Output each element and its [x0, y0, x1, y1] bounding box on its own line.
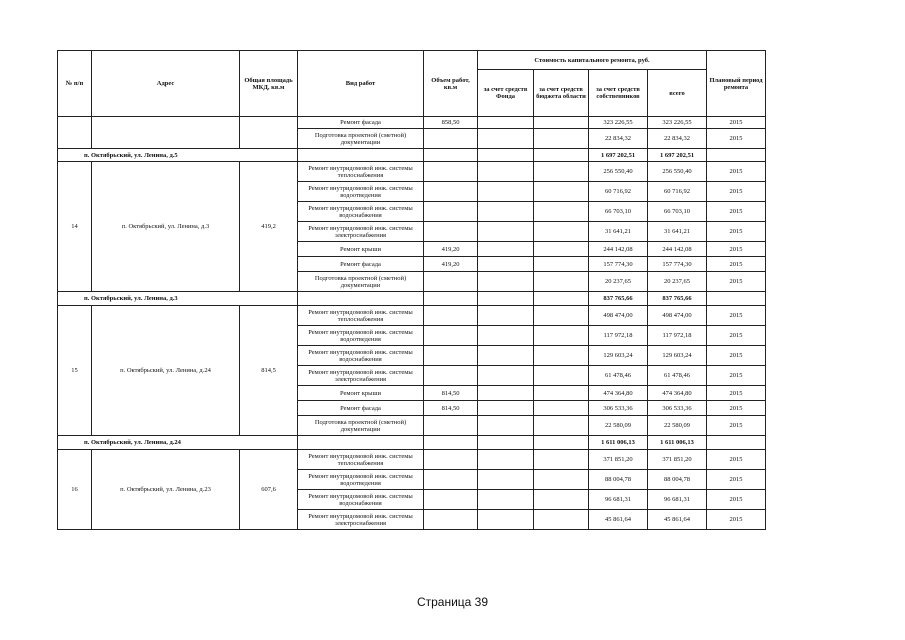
total-cell: 20 237,65	[648, 272, 707, 292]
total-cell: 244 142,08	[648, 242, 707, 257]
owners-cell: 96 681,31	[589, 490, 648, 510]
subtotal-fund-cell	[478, 149, 534, 162]
page-number: Страница 39	[416, 595, 489, 609]
volume-cell	[424, 272, 478, 292]
owners-cell: 22 580,09	[589, 416, 648, 436]
address-cell: п. Октябрьский, ул. Ленина, д.3	[92, 162, 240, 292]
period-cell: 2015	[707, 272, 766, 292]
owners-cell: 244 142,08	[589, 242, 648, 257]
owners-cell: 157 774,30	[589, 257, 648, 272]
period-cell: 2015	[707, 510, 766, 530]
header-cost-group: Стоимость капитального ремонта, руб.	[478, 51, 707, 70]
regional-cell	[534, 272, 589, 292]
regional-cell	[534, 257, 589, 272]
area-cell	[240, 117, 298, 149]
regional-cell	[534, 416, 589, 436]
volume-cell: 814,50	[424, 401, 478, 416]
work-type-cell: Ремонт внутридомовой инж. системы электроснабжения	[298, 366, 424, 386]
fund-cell	[478, 162, 534, 182]
period-cell: 2015	[707, 182, 766, 202]
owners-cell: 88 004,78	[589, 470, 648, 490]
fund-cell	[478, 242, 534, 257]
regional-cell	[534, 326, 589, 346]
fund-cell	[478, 346, 534, 366]
regional-cell	[534, 202, 589, 222]
regional-cell	[534, 162, 589, 182]
table-row	[58, 450, 766, 470]
period-cell: 2015	[707, 416, 766, 436]
fund-cell	[478, 386, 534, 401]
work-type-cell: Подготовка проектной (сметной) документации	[298, 272, 424, 292]
owners-cell: 66 703,10	[589, 202, 648, 222]
period-cell: 2015	[707, 257, 766, 272]
subtotal-row	[58, 436, 766, 450]
period-cell: 2015	[707, 346, 766, 366]
work-type-cell: Ремонт фасада	[298, 257, 424, 272]
total-cell: 117 972,18	[648, 326, 707, 346]
total-cell: 157 774,30	[648, 257, 707, 272]
fund-cell	[478, 510, 534, 530]
total-cell: 323 226,55	[648, 117, 707, 129]
volume-cell	[424, 510, 478, 530]
work-type-cell: Ремонт крыши	[298, 242, 424, 257]
volume-cell	[424, 162, 478, 182]
row-number-cell: 16	[58, 450, 92, 530]
period-cell: 2015	[707, 162, 766, 182]
subtotal-work-cell	[298, 292, 424, 306]
header-regional: за счет средств бюджета области	[534, 70, 589, 117]
regional-cell	[534, 306, 589, 326]
work-type-cell: Ремонт внутридомовой инж. системы теплоснабжения	[298, 450, 424, 470]
subtotal-label: п. Октябрьский, ул. Ленина, д.5	[58, 149, 298, 162]
subtotal-volume-cell	[424, 436, 478, 450]
fund-cell	[478, 182, 534, 202]
total-cell: 498 474,00	[648, 306, 707, 326]
volume-cell	[424, 182, 478, 202]
work-type-cell: Ремонт внутридомовой инж. системы водоотведения	[298, 182, 424, 202]
subtotal-work-cell	[298, 436, 424, 450]
table-row	[58, 306, 766, 326]
header-address: Адрес	[92, 51, 240, 117]
total-cell: 60 716,92	[648, 182, 707, 202]
header-period: Плановый период ремонта	[707, 51, 766, 117]
owners-cell: 256 550,40	[589, 162, 648, 182]
regional-cell	[534, 117, 589, 129]
owners-cell: 20 237,65	[589, 272, 648, 292]
volume-cell	[424, 129, 478, 149]
owners-cell: 474 364,80	[589, 386, 648, 401]
fund-cell	[478, 366, 534, 386]
subtotal-regional-cell	[534, 149, 589, 162]
total-cell: 96 681,31	[648, 490, 707, 510]
subtotal-label: п. Октябрьский, ул. Ленина, д.3	[58, 292, 298, 306]
period-cell: 2015	[707, 117, 766, 129]
volume-cell	[424, 366, 478, 386]
fund-cell	[478, 326, 534, 346]
total-cell: 61 478,46	[648, 366, 707, 386]
period-cell: 2015	[707, 129, 766, 149]
subtotal-fund-cell	[478, 436, 534, 450]
fund-cell	[478, 401, 534, 416]
total-cell: 256 550,40	[648, 162, 707, 182]
subtotal-owners: 1 611 006,13	[589, 436, 648, 450]
work-type-cell: Ремонт фасада	[298, 401, 424, 416]
owners-cell: 60 716,92	[589, 182, 648, 202]
owners-cell: 31 641,21	[589, 222, 648, 242]
volume-cell	[424, 222, 478, 242]
volume-cell	[424, 326, 478, 346]
table-row	[58, 162, 766, 182]
regional-cell	[534, 222, 589, 242]
row-number-cell	[58, 117, 92, 149]
work-type-cell: Ремонт внутридомовой инж. системы водоснабжения	[298, 202, 424, 222]
subtotal-total: 837 765,66	[648, 292, 707, 306]
header-fund: за счет средств Фонда	[478, 70, 534, 117]
fund-cell	[478, 222, 534, 242]
owners-cell: 22 834,32	[589, 129, 648, 149]
work-type-cell: Ремонт внутридомовой инж. системы теплоснабжения	[298, 306, 424, 326]
subtotal-row	[58, 292, 766, 306]
subtotal-period-cell	[707, 292, 766, 306]
fund-cell	[478, 306, 534, 326]
regional-cell	[534, 510, 589, 530]
subtotal-volume-cell	[424, 292, 478, 306]
volume-cell	[424, 490, 478, 510]
repair-plan-table	[57, 50, 766, 530]
owners-cell: 306 533,36	[589, 401, 648, 416]
table-row	[58, 117, 766, 129]
subtotal-work-cell	[298, 149, 424, 162]
work-type-cell: Ремонт внутридомовой инж. системы водоснабжения	[298, 490, 424, 510]
regional-cell	[534, 470, 589, 490]
volume-cell	[424, 416, 478, 436]
row-number-cell: 14	[58, 162, 92, 292]
work-type-cell: Ремонт внутридомовой инж. системы водоснабжения	[298, 346, 424, 366]
fund-cell	[478, 470, 534, 490]
period-cell: 2015	[707, 401, 766, 416]
volume-cell	[424, 346, 478, 366]
volume-cell: 419,20	[424, 257, 478, 272]
fund-cell	[478, 416, 534, 436]
regional-cell	[534, 450, 589, 470]
regional-cell	[534, 346, 589, 366]
work-type-cell: Подготовка проектной (сметной) документации	[298, 416, 424, 436]
period-cell: 2015	[707, 306, 766, 326]
work-type-cell: Подготовка проектной (сметной) документации	[298, 129, 424, 149]
subtotal-total: 1 611 006,13	[648, 436, 707, 450]
subtotal-owners: 1 697 202,51	[589, 149, 648, 162]
address-cell	[92, 117, 240, 149]
volume-cell	[424, 202, 478, 222]
owners-cell: 129 603,24	[589, 346, 648, 366]
period-cell: 2015	[707, 470, 766, 490]
header-total: всего	[648, 70, 707, 117]
period-cell: 2015	[707, 450, 766, 470]
total-cell: 306 533,36	[648, 401, 707, 416]
volume-cell	[424, 450, 478, 470]
header-work-type: Вид работ	[298, 51, 424, 117]
fund-cell	[478, 129, 534, 149]
work-type-cell: Ремонт внутридомовой инж. системы электроснабжения	[298, 510, 424, 530]
volume-cell: 419,20	[424, 242, 478, 257]
owners-cell: 323 226,55	[589, 117, 648, 129]
subtotal-period-cell	[707, 149, 766, 162]
fund-cell	[478, 272, 534, 292]
period-cell: 2015	[707, 490, 766, 510]
fund-cell	[478, 202, 534, 222]
subtotal-row	[58, 149, 766, 162]
total-cell: 88 004,78	[648, 470, 707, 490]
regional-cell	[534, 490, 589, 510]
fund-cell	[478, 257, 534, 272]
owners-cell: 45 861,64	[589, 510, 648, 530]
subtotal-volume-cell	[424, 149, 478, 162]
period-cell: 2015	[707, 222, 766, 242]
work-type-cell: Ремонт крыши	[298, 386, 424, 401]
period-cell: 2015	[707, 366, 766, 386]
fund-cell	[478, 450, 534, 470]
work-type-cell: Ремонт внутридомовой инж. системы электроснабжения	[298, 222, 424, 242]
header-volume: Объем работ, кв.м	[424, 51, 478, 117]
total-cell: 474 364,80	[648, 386, 707, 401]
area-cell: 814,5	[240, 306, 298, 436]
total-cell: 45 861,64	[648, 510, 707, 530]
table-body	[58, 117, 766, 530]
total-cell: 129 603,24	[648, 346, 707, 366]
period-cell: 2015	[707, 202, 766, 222]
subtotal-period-cell	[707, 436, 766, 450]
repair-plan-table-wrapper	[57, 50, 765, 530]
subtotal-label: п. Октябрьский, ул. Ленина, д.24	[58, 436, 298, 450]
volume-cell	[424, 470, 478, 490]
area-cell: 607,6	[240, 450, 298, 530]
regional-cell	[534, 401, 589, 416]
subtotal-regional-cell	[534, 292, 589, 306]
work-type-cell: Ремонт внутридомовой инж. системы теплоснабжения	[298, 162, 424, 182]
period-cell: 2015	[707, 326, 766, 346]
subtotal-fund-cell	[478, 292, 534, 306]
subtotal-owners: 837 765,66	[589, 292, 648, 306]
volume-cell: 858,50	[424, 117, 478, 129]
owners-cell: 498 474,00	[589, 306, 648, 326]
area-cell: 419,2	[240, 162, 298, 292]
header-area: Общая площадь МКД, кв.м	[240, 51, 298, 117]
fund-cell	[478, 490, 534, 510]
regional-cell	[534, 386, 589, 401]
subtotal-total: 1 697 202,51	[648, 149, 707, 162]
regional-cell	[534, 242, 589, 257]
row-number-cell: 15	[58, 306, 92, 436]
work-type-cell: Ремонт фасада	[298, 117, 424, 129]
regional-cell	[534, 182, 589, 202]
fund-cell	[478, 117, 534, 129]
address-cell: п. Октябрьский, ул. Ленина, д.24	[92, 306, 240, 436]
header-owners: за счет средств собственников	[589, 70, 648, 117]
work-type-cell: Ремонт внутридомовой инж. системы водоотведения	[298, 326, 424, 346]
regional-cell	[534, 366, 589, 386]
regional-cell	[534, 129, 589, 149]
subtotal-regional-cell	[534, 436, 589, 450]
address-cell: п. Октябрьский, ул. Ленина, д.23	[92, 450, 240, 530]
header-num: № п/п	[58, 51, 92, 117]
total-cell: 66 703,10	[648, 202, 707, 222]
total-cell: 22 580,09	[648, 416, 707, 436]
volume-cell	[424, 306, 478, 326]
work-type-cell: Ремонт внутридомовой инж. системы водоотведения	[298, 470, 424, 490]
period-cell: 2015	[707, 386, 766, 401]
total-cell: 31 641,21	[648, 222, 707, 242]
total-cell: 22 834,32	[648, 129, 707, 149]
volume-cell: 814,50	[424, 386, 478, 401]
owners-cell: 61 478,46	[589, 366, 648, 386]
owners-cell: 371 851,20	[589, 450, 648, 470]
owners-cell: 117 972,18	[589, 326, 648, 346]
period-cell: 2015	[707, 242, 766, 257]
total-cell: 371 851,20	[648, 450, 707, 470]
